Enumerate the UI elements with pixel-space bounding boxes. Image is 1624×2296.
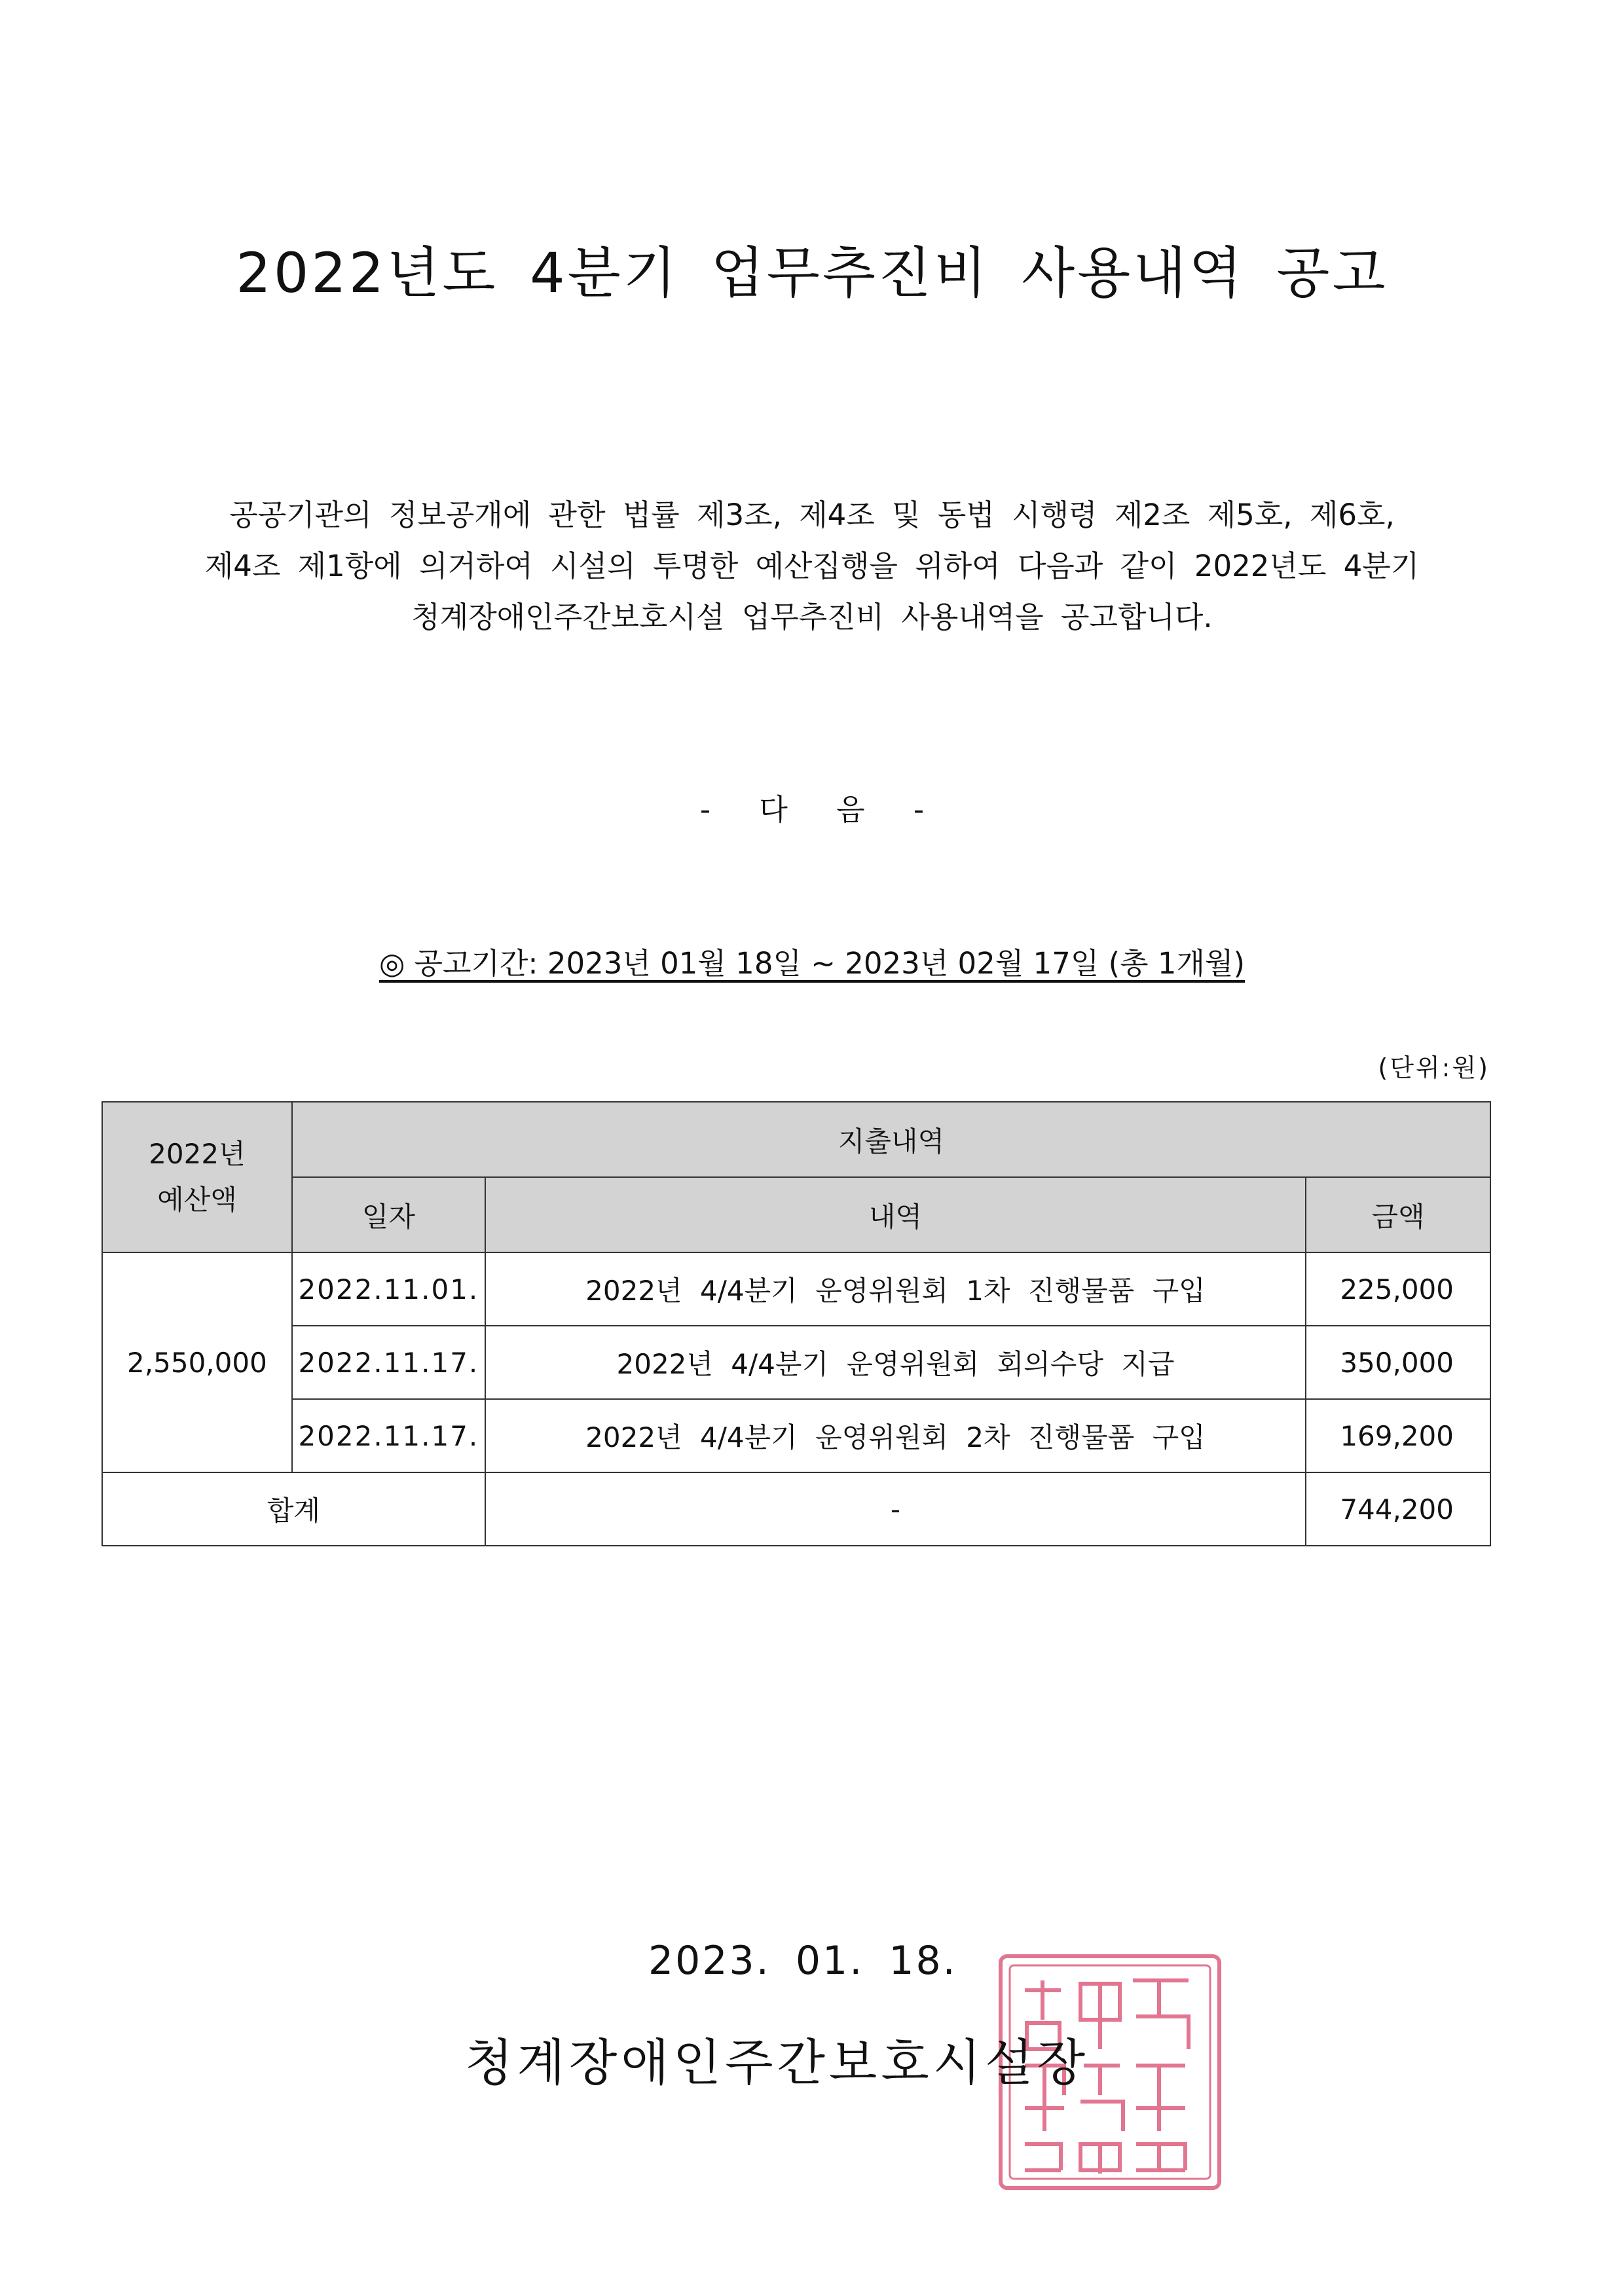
section-heading: - 다 음 - <box>699 792 925 827</box>
total-desc: - <box>485 1472 1306 1546</box>
issue-date: 2023. 01. 18. <box>648 1938 957 1984</box>
intro-line: 공공기관의 정보공개에 관한 법률 제3조, 제4조 및 동법 시행령 제2조 제5호, 제6호, <box>229 498 1395 532</box>
unit-label: (단위:원) <box>1378 1053 1490 1082</box>
table-row <box>102 1252 1490 1326</box>
amount-column-header: 금액 <box>1306 1177 1490 1252</box>
notice-period-text: ◎ 공고기간: 2023년 01월 18일 ~ 2023년 02월 17일 (총 1개월) <box>378 946 1246 981</box>
row-date: 2022.11.17. <box>292 1326 485 1399</box>
row-amount: 225,000 <box>1306 1252 1490 1326</box>
budget-header-line: 2022년 <box>149 1138 246 1170</box>
row-amount: 350,000 <box>1306 1326 1490 1399</box>
total-amount: 744,200 <box>1306 1472 1490 1546</box>
row-date: 2022.11.17. <box>292 1399 485 1472</box>
desc-column-header: 내역 <box>485 1177 1306 1252</box>
budget-amount: 2,550,000 <box>102 1252 292 1472</box>
table-row <box>102 1326 1490 1399</box>
row-desc: 2022년 4/4분기 운영위원회 2차 진행물품 구입 <box>485 1399 1306 1472</box>
row-date: 2022.11.01. <box>292 1252 485 1326</box>
row-amount: 169,200 <box>1306 1399 1490 1472</box>
intro-line: 제4조 제1항에 의거하여 시설의 투명한 예산집행을 위하여 다음과 같이 2022년도 4분기 <box>204 549 1420 583</box>
row-desc: 2022년 4/4분기 운영위원회 1차 진행물품 구입 <box>485 1252 1306 1326</box>
intro-line: 청계장애인주간보호시설 업무추진비 사용내역을 공고합니다. <box>411 600 1213 634</box>
total-row <box>102 1472 1490 1546</box>
total-label: 합계 <box>102 1472 485 1546</box>
budget-header <box>102 1102 292 1252</box>
page-title: 2022년도 4분기 업무추진비 사용내역 공고 <box>236 241 1388 305</box>
notice-period <box>0 939 1624 982</box>
table-row <box>102 1399 1490 1472</box>
date-column-header: 일자 <box>292 1177 485 1252</box>
row-desc: 2022년 4/4분기 운영위원회 회의수당 지급 <box>485 1326 1306 1399</box>
expense-table <box>101 1101 1491 1546</box>
spend-header: 지출내역 <box>292 1102 1490 1177</box>
intro-paragraph <box>98 490 1526 643</box>
organization-name: 청계장애인주간보호시설장 <box>465 2033 1089 2092</box>
budget-header-line: 예산액 <box>157 1184 237 1216</box>
